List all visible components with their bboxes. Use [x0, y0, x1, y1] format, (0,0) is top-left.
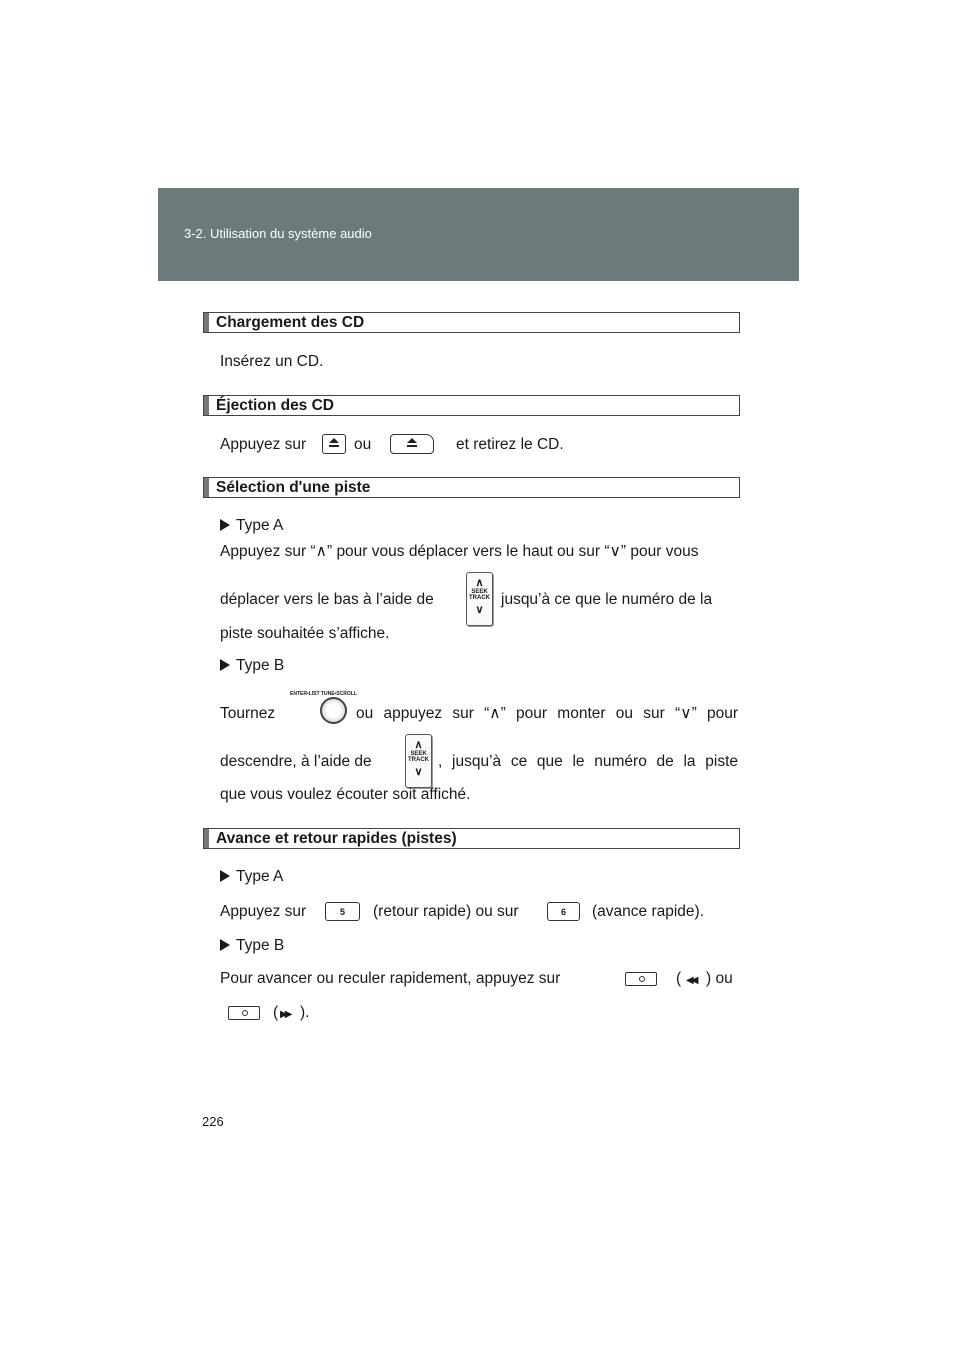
seek-track-label: SEEK TRACK — [408, 751, 429, 763]
eject-icon — [406, 438, 418, 448]
rewind-icon: ◀◀ — [686, 975, 696, 986]
bullet-arrow-icon — [220, 519, 230, 531]
fast-b-close2: ). — [300, 1004, 310, 1021]
fast-a-post: (avance rapide). — [592, 903, 705, 920]
select-a-line2-pre: déplacer vers le bas à l’aide de — [220, 591, 434, 608]
preset-5-button: 5 — [325, 902, 360, 921]
type-b-label: Type B — [220, 936, 284, 956]
section-title: Sélection d'une piste — [216, 479, 371, 496]
loading-text: Insérez un CD. — [220, 353, 324, 370]
tune-scroll-knob-icon — [320, 697, 347, 724]
bullet-arrow-icon — [220, 939, 230, 951]
fast-forward-button — [228, 1006, 260, 1020]
fast-a-mid: (retour rapide) ou sur — [373, 903, 519, 920]
fast-forward-icon: ▶▶ — [280, 1009, 290, 1020]
heading-bar — [204, 829, 209, 848]
chapter-title: 3-2. Utilisation du système audio — [184, 226, 372, 241]
fast-b-open1: ( — [676, 970, 682, 987]
select-b-line3: que vous voulez écouter soit affiché. — [220, 786, 471, 803]
page-number: 226 — [202, 1114, 224, 1129]
preset-6-button: 6 — [547, 902, 580, 921]
chapter-header — [158, 188, 799, 281]
bullet-arrow-icon — [220, 870, 230, 882]
chevron-up-icon: ∧ — [475, 577, 484, 589]
eject-text-b: ou — [354, 436, 372, 453]
bullet-arrow-icon — [220, 659, 230, 671]
heading-bar — [204, 313, 209, 332]
select-b-line1-pre: Tournez — [220, 705, 276, 722]
eject-text-a: Appuyez sur — [220, 436, 307, 453]
fast-a-pre: Appuyez sur — [220, 903, 307, 920]
type-a-label: Type A — [220, 516, 283, 536]
fast-b-line1: Pour avancer ou reculer rapidement, appuyez sur — [220, 970, 561, 987]
select-a-line2-post: jusqu’à ce que le numéro de la — [501, 591, 713, 608]
type-a-label: Type A — [220, 867, 283, 887]
select-a-line3: piste souhaitée s’affiche. — [220, 625, 390, 642]
rewind-button — [625, 972, 657, 986]
select-b-line2-post: , jusqu’à ce que le numéro de la piste — [438, 753, 738, 770]
fast-b-open2: ( — [273, 1004, 279, 1021]
seek-track-label: SEEK TRACK — [469, 589, 490, 601]
fast-b-close1: ) ou — [706, 970, 733, 987]
section-title: Chargement des CD — [216, 314, 365, 331]
heading-bar — [204, 478, 209, 497]
seek-track-button — [405, 734, 432, 788]
select-b-line1-post: ou appuyez sur “∧” pour monter ou sur “∨” pour — [356, 705, 738, 722]
eject-button — [322, 434, 346, 454]
section-heading-eject — [203, 395, 740, 416]
chevron-down-icon: ∨ — [475, 604, 484, 616]
select-a-line1: Appuyez sur “∧” pour vous déplacer vers le haut ou sur “∨” pour vous — [220, 543, 699, 560]
chevron-up-icon: ∧ — [414, 739, 423, 751]
chevron-down-icon: ∨ — [414, 766, 423, 778]
knob-label: ENTER•LIST TUNE•SCROLL — [290, 691, 357, 697]
section-heading-fast — [203, 828, 740, 849]
select-b-line2-pre: descendre, à l’aide de — [220, 753, 372, 770]
seek-track-button — [466, 572, 493, 626]
type-b-label: Type B — [220, 656, 284, 676]
eject-text-c: et retirez le CD. — [456, 436, 564, 453]
eject-button-wide — [390, 434, 434, 454]
eject-icon — [328, 438, 340, 448]
section-title: Éjection des CD — [216, 397, 334, 414]
section-title: Avance et retour rapides (pistes) — [216, 830, 457, 847]
heading-bar — [204, 396, 209, 415]
section-heading-select — [203, 477, 740, 498]
section-heading-loading — [203, 312, 740, 333]
